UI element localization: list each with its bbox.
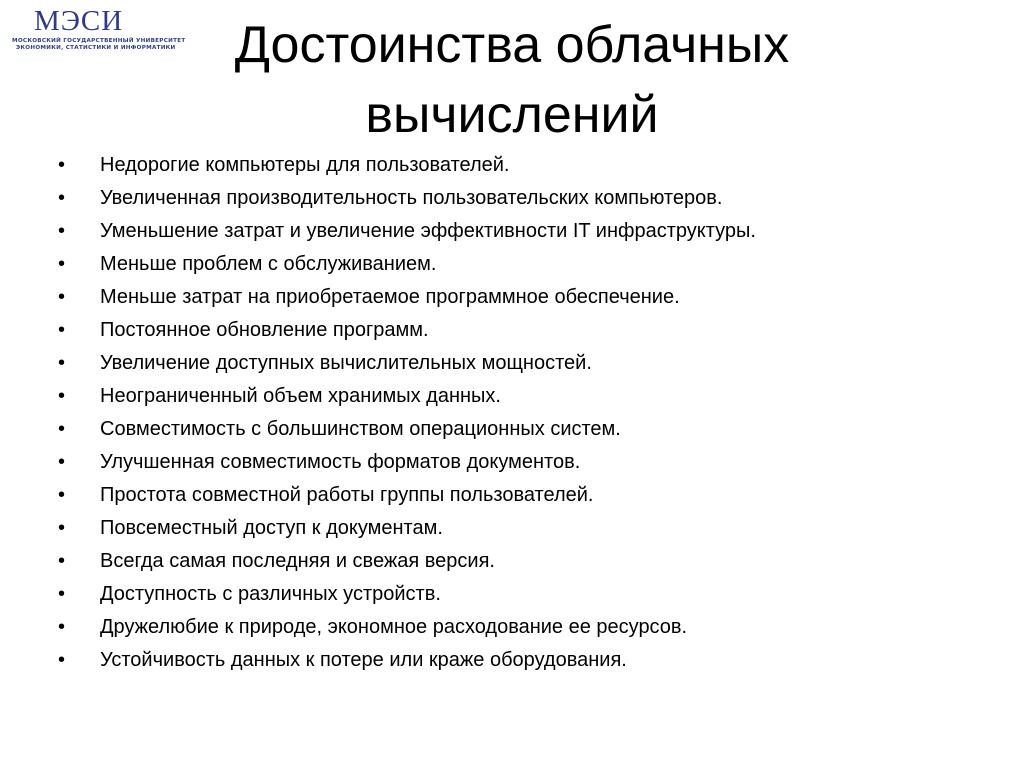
bullet-item — [0, 578, 1000, 611]
slide-title — [0, 10, 1024, 150]
bullet-icon: • — [58, 550, 66, 572]
slide-title-line-1: Достоинства облачных — [234, 16, 790, 74]
bullet-icon: • — [58, 583, 66, 605]
bullet-text: Устойчивость данных к потере или краже оборудования. — [100, 649, 627, 671]
bullet-text: Меньше проблем с обслуживанием. — [100, 253, 437, 275]
bullet-icon: • — [58, 451, 66, 473]
bullet-icon: • — [58, 352, 66, 374]
bullet-item — [0, 281, 1000, 314]
bullet-text: Повсеместный доступ к документам. — [100, 517, 443, 539]
bullet-item — [0, 479, 1000, 512]
bullet-item — [0, 446, 1000, 479]
bullet-item — [0, 314, 1000, 347]
bullet-text: Недорогие компьютеры для пользователей. — [100, 154, 510, 176]
bullet-item — [0, 248, 1000, 281]
bullet-item — [0, 545, 1000, 578]
bullet-text: Дружелюбие к природе, экономное расходование ее ресурсов. — [100, 616, 688, 638]
bullet-text: Всегда самая последняя и свежая версия. — [100, 550, 495, 572]
bullet-icon: • — [58, 418, 66, 440]
logo-subtitle-line-2: ЭКОНОМИКИ, СТАТИСТИКИ И ИНФОРМАТИКИ — [16, 45, 176, 51]
bullet-text: Меньше затрат на приобретаемое программное обеспечение. — [100, 286, 680, 308]
bullet-icon: • — [58, 385, 66, 407]
logo-wordmark: МЭСИ — [34, 5, 124, 37]
bullet-text: Уменьшение затрат и увеличение эффективности IT инфраструктуры. — [100, 220, 756, 242]
bullet-icon: • — [58, 484, 66, 506]
bullet-item — [0, 380, 1000, 413]
bullet-text: Совместимость с большинством операционных систем. — [100, 418, 621, 440]
bullet-icon: • — [58, 154, 66, 176]
bullet-text: Неограниченный объем хранимых данных. — [100, 385, 501, 407]
bullet-text: Увеличение доступных вычислительных мощностей. — [100, 352, 592, 374]
bullet-icon: • — [58, 187, 66, 209]
bullet-icon: • — [58, 286, 66, 308]
bullet-list — [0, 149, 1000, 677]
bullet-icon: • — [58, 517, 66, 539]
bullet-item — [0, 512, 1000, 545]
bullet-item — [0, 413, 1000, 446]
bullet-icon: • — [58, 220, 66, 242]
bullet-item — [0, 644, 1000, 677]
bullet-item — [0, 149, 1000, 182]
bullet-item — [0, 611, 1000, 644]
bullet-item — [0, 215, 1000, 248]
bullet-icon: • — [58, 253, 66, 275]
bullet-text: Увеличенная производительность пользовательских компьютеров. — [100, 187, 723, 209]
bullet-text: Постоянное обновление программ. — [100, 319, 429, 341]
bullet-icon: • — [58, 649, 66, 671]
bullet-icon: • — [58, 319, 66, 341]
bullet-item — [0, 182, 1000, 215]
bullet-text: Простота совместной работы группы пользователей. — [100, 484, 594, 506]
bullet-text: Доступность с различных устройств. — [100, 583, 441, 605]
slide-title-line-2: вычислений — [365, 86, 659, 144]
logo-subtitle-line-1: МОСКОВСКИЙ ГОСУДАРСТВЕННЫЙ УНИВЕРСИТЕТ — [12, 38, 186, 44]
bullet-item — [0, 347, 1000, 380]
bullet-text: Улучшенная совместимость форматов документов. — [100, 451, 581, 473]
bullet-icon: • — [58, 616, 66, 638]
